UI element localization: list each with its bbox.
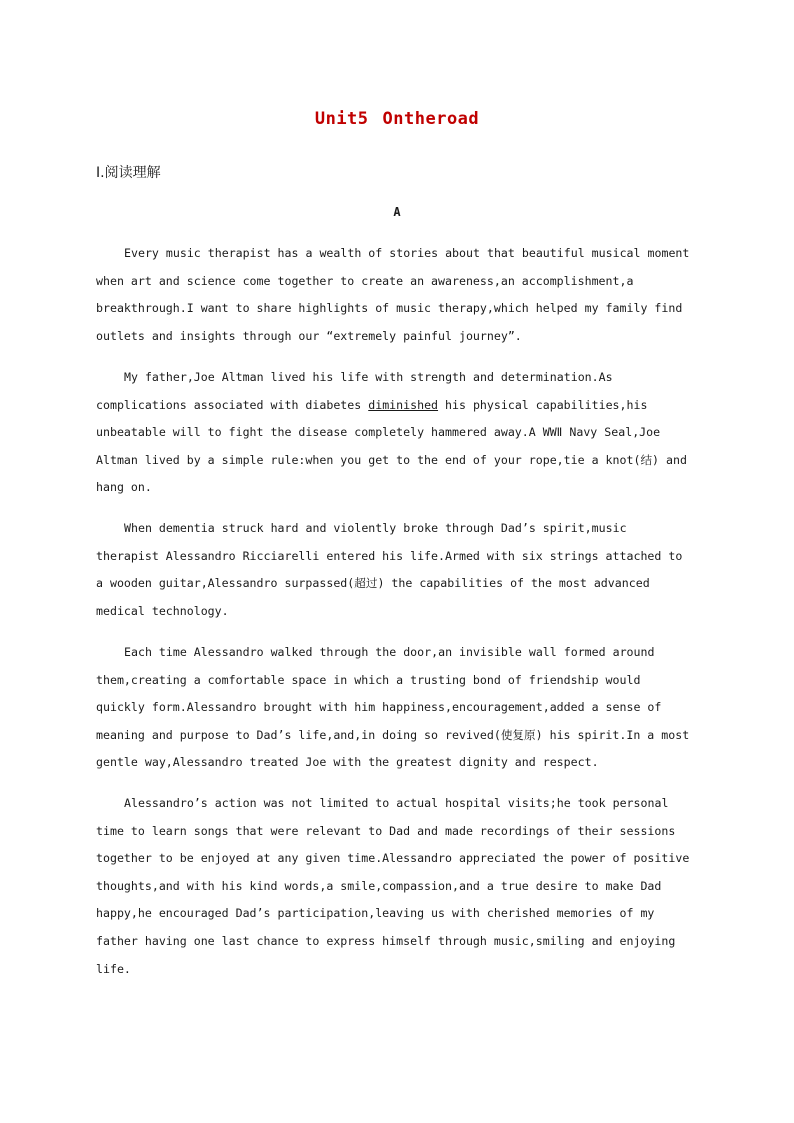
paragraph-2-text-a: My father,Joe Altman lived his life with strength and determination.As complications associated with diabetes — [96, 370, 613, 412]
unit-title — [0, 109, 794, 129]
section-heading: Ⅰ.阅读理解 — [96, 165, 161, 181]
paragraph-2 — [96, 364, 696, 502]
passage-label: A — [393, 205, 401, 219]
paragraph-5: Alessandro’s action was not limited to actual hospital visits;he took personal time to learn songs that were relevant to Dad and made recordings of their sessions together to be enjoyed at any given time.Alessandro appreciated the power of positive thoughts,and with his kind words,a smile,compassion,and a true desire to make Dad happy,he encouraged Dad’s participation,leaving us with cherished memories of my father having one last chance to express himself through music,smiling and enjoying life. — [96, 796, 690, 976]
unit-title-name: Ontheroad — [382, 109, 480, 129]
paragraph-2-text-b: his physical capabilities,his unbeatable will to fight the disease completely hammered away.A WWⅡ Navy Seal,Joe Altman lived by a simple rule:when you get to the end of your rope,tie a knot(结) and hang on. — [96, 397, 687, 495]
underlined-word: diminished — [368, 397, 439, 412]
paragraph-3: When dementia struck hard and violently broke through Dad’s spirit,music therapist Alessandro Ricciarelli entered his life.Armed with six strings attached to a wooden guitar,Alessandro surpassed(超过) the capabilities of the most advanced medical technology. — [96, 521, 683, 618]
paragraph-4: Each time Alessandro walked through the door,an invisible wall formed around them,creating a comfortable space in which a trusting bond of friendship would quickly form.Alessandro brought with him happiness,encouragement,added a sense of meaning and purpose to Dad’s life,and,in doing so revived(使复原) his spirit.In a most gentle way,Alessandro treated Joe with the greatest dignity and respect. — [96, 645, 690, 770]
paragraph-1: Every music therapist has a wealth of stories about that beautiful musical moment when art and science come together to create an awareness,an accomplishment,a breakthrough.I want to share highlights of music therapy,which helped my family find outlets and insights through our “extremely painful journey”. — [96, 246, 690, 343]
unit-title-number: Unit5 — [314, 109, 369, 129]
